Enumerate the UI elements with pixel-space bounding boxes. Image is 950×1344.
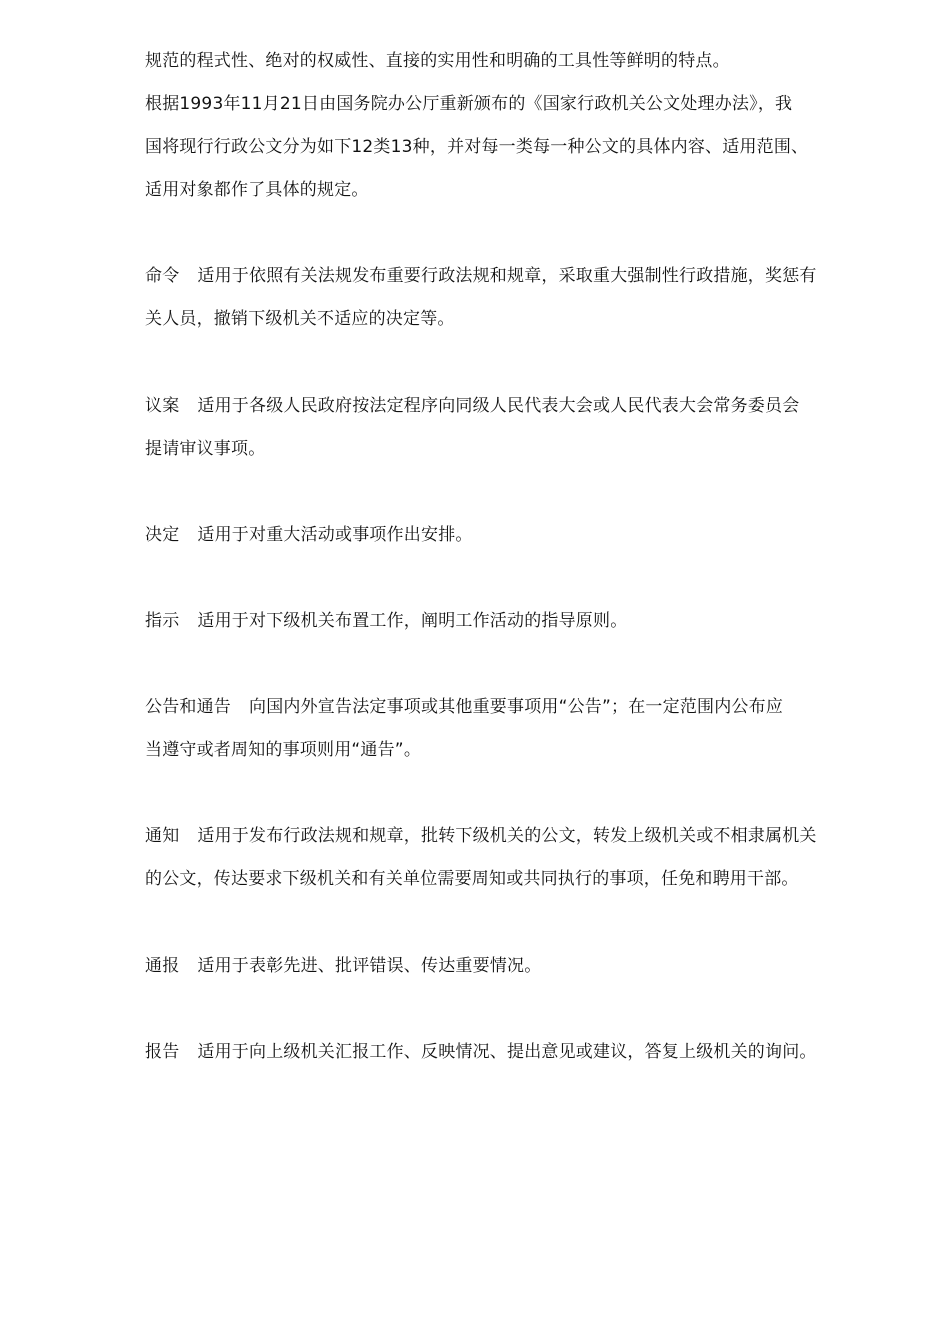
text-line xyxy=(145,600,880,643)
doc-type-announcement xyxy=(145,686,880,772)
text-line: 国将现行行政公文分为如下12类13种，并对每一类每一种公文的具体内容、适用范围、 xyxy=(145,137,809,157)
doc-type-term: 议案 xyxy=(145,396,180,416)
text-line: 当遵守或者周知的事项则用“通告”。 xyxy=(145,740,422,760)
doc-type-term: 公告和通告 xyxy=(145,697,231,717)
text-line xyxy=(145,514,880,557)
text-line xyxy=(145,945,880,988)
doc-type-desc: 适用于对下级机关布置工作，阐明工作活动的指导原则。 xyxy=(197,611,628,631)
doc-type-desc: 适用于各级人民政府按法定程序向同级人民代表大会或人民代表大会常务委员会 xyxy=(197,396,800,416)
doc-type-notice xyxy=(145,815,880,901)
text-line xyxy=(145,686,880,729)
doc-type-circular xyxy=(145,945,880,988)
text-line: 适用对象都作了具体的规定。 xyxy=(145,180,369,200)
text-line: 根据1993年11月21日由国务院办公厅重新颁布的《国家行政机关公文处理办法》，我 xyxy=(145,94,793,114)
doc-type-report xyxy=(145,1031,880,1074)
text-line xyxy=(145,815,880,858)
text-line xyxy=(145,385,880,428)
text-line: 关人员，撤销下级机关不适应的决定等。 xyxy=(145,309,455,329)
doc-type-term: 通知 xyxy=(145,826,180,846)
doc-type-decision xyxy=(145,514,880,557)
doc-type-desc: 向国内外宣告法定事项或其他重要事项用“公告”；在一定范围内公布应 xyxy=(249,697,784,717)
doc-type-term: 指示 xyxy=(145,611,180,631)
text-line xyxy=(145,255,880,298)
text-line: 提请审议事项。 xyxy=(145,439,266,459)
doc-type-desc: 适用于对重大活动或事项作出安排。 xyxy=(197,525,473,545)
doc-type-desc: 适用于向上级机关汇报工作、反映情况、提出意见或建议，答复上级机关的询问。 xyxy=(197,1042,817,1062)
doc-type-term: 通报 xyxy=(145,956,180,976)
text-line: 规范的程式性、绝对的权威性、直接的实用性和明确的工具性等鲜明的特点。 xyxy=(145,51,730,71)
doc-type-term: 决定 xyxy=(145,525,180,545)
doc-type-desc: 适用于依照有关法规发布重要行政法规和规章，采取重大强制性行政措施，奖惩有 xyxy=(197,266,817,286)
doc-type-desc: 适用于表彰先进、批评错误、传达重要情况。 xyxy=(197,956,542,976)
doc-type-directive xyxy=(145,600,880,643)
intro-paragraph xyxy=(145,40,880,212)
doc-type-term: 命令 xyxy=(145,266,180,286)
text-line xyxy=(145,1031,880,1074)
doc-type-command xyxy=(145,255,880,341)
doc-type-motion xyxy=(145,385,880,471)
text-line: 的公文，传达要求下级机关和有关单位需要周知或共同执行的事项，任免和聘用干部。 xyxy=(145,869,799,889)
doc-type-desc: 适用于发布行政法规和规章，批转下级机关的公文，转发上级机关或不相隶属机关 xyxy=(197,826,817,846)
doc-type-term: 报告 xyxy=(145,1042,180,1062)
